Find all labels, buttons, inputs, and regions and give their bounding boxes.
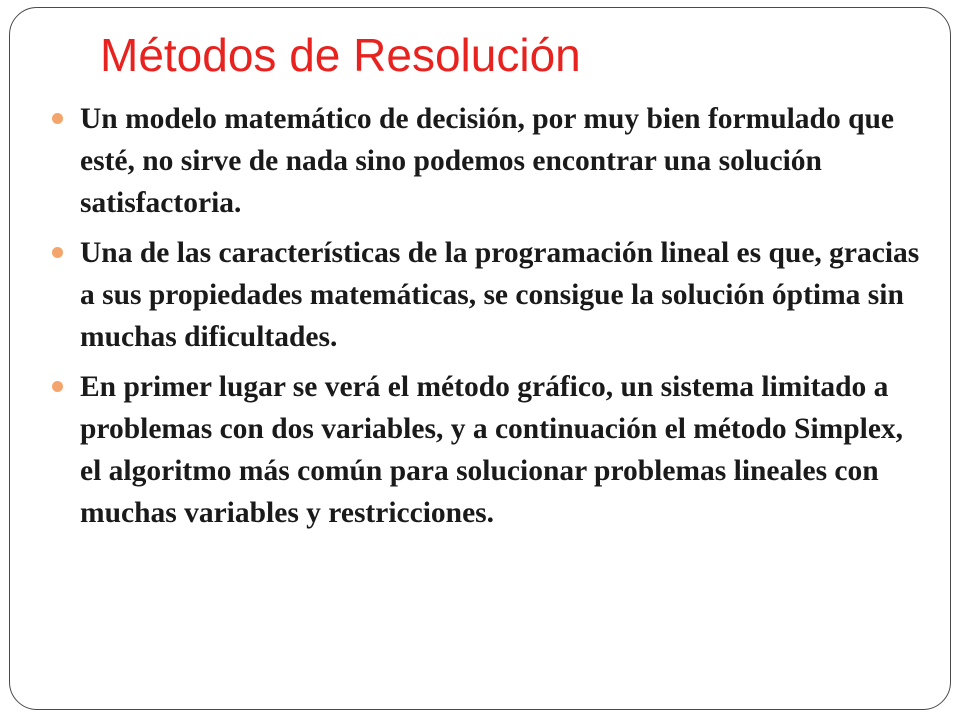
bullet-item <box>50 98 930 224</box>
bullet-dot-icon <box>52 247 63 258</box>
bullet-dot-icon <box>52 381 63 392</box>
bullet-list <box>50 98 930 542</box>
slide-frame <box>9 7 951 710</box>
bullet-text: En primer lugar se verá el método gráfico, un sistema limitado a problemas con dos variables, y a continuación el método Simplex, el algoritmo más común para solucionar problemas lineales con muchas variables y restricciones. <box>80 371 904 529</box>
bullet-item <box>50 366 930 534</box>
bullet-item <box>50 232 930 358</box>
slide-title: Métodos de Resolución <box>100 29 581 81</box>
bullet-text: Una de las características de la programación lineal es que, gracias a sus propiedades matemáticas, se consigue la solución óptima sin muchas dificultades. <box>80 237 920 353</box>
bullet-dot-icon <box>52 113 63 124</box>
bullet-text: Un modelo matemático de decisión, por muy bien formulado que esté, no sirve de nada sino podemos encontrar una solución satisfactoria. <box>80 103 894 219</box>
